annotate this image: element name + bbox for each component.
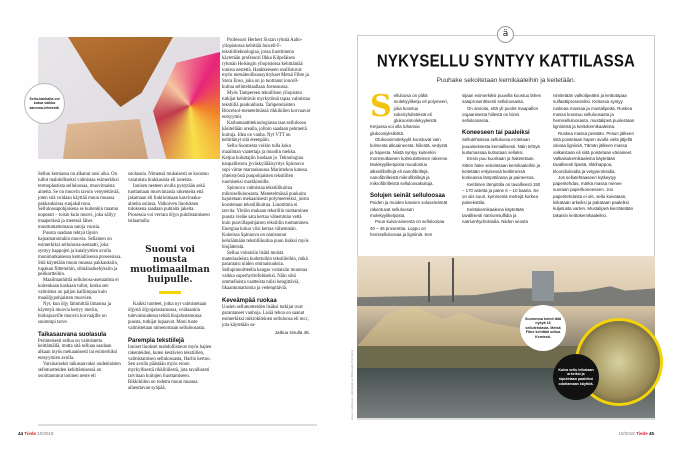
photo-caption: Suomessa toimii tätä nykyä 18 sellutehdasta. Metsä Fibre kehittää sellua Kemissä. <box>525 316 561 339</box>
page-subtitle: Puuhake sekoitetaan kemikaaleihin ja keitetään. <box>436 77 576 84</box>
textile-photo <box>38 37 220 159</box>
paragraph: Sellun kemiassa on alkanut uusi aika. On tullut mahdolliseksi valmistaa esimerkiksi termoplastista selluloosaa, muovimaista ainetta. Se on muovin tavoin venytettävää, joten sitä voidaan käyttää muun muassa pakkauksissa suojakalvona. Selluloosapohjaisena se kuitenkin maatuu nopeasti – toisin kuin muovi, joka säilyy maaperässä ja meressä lähes muuttumattomana satoja vuosia. <box>38 172 120 231</box>
paragraph: Karbamaattiteknologiassa taas selluloosa käsitellään urealla, jolloin saadaan pehmeitä kuituja. Idea on vanha. Nyt VTT on kehittänyt sitä eteenpäin. <box>222 120 307 144</box>
paragraph: Spinnova valmistaa tekstiilikuitua mikroselluloosasta. Menetelmässä puukuitu hajotetaan mekaanisesti polymeereiksi, joista koostetaan tekstiilikuitua. Liuottimia ei tarvita. Yhtiön mukaan tekstiilin tuottaminen puusta vieläe sata kertaa vähemmän vettä kuin puuvillapohjaisen tekstiilin tuottaminen. Energiaa kuluu viisi kertaa vähemmän. Kokeissa Spinnova on onnistunut kehräämään tekstiilikuitua puun lisäksi myös biojätteistä. <box>222 185 310 250</box>
infobox-column-3 <box>553 93 635 255</box>
divider <box>38 424 317 426</box>
paragraph: Sellutehtaissa selluloosa erotetaan puuaineksesta kemiallisesti. Näin tehtyä kuitumassaa kutsutaan selluksi. <box>462 137 540 156</box>
paragraph: Keittimen lämpötila on tavallisesti 150 – 170 astetta ja paine 6 – 10 baaria. Se on siis suuri, kymmeniä metrejä korkea painekattila. <box>462 181 541 206</box>
paragraph: Keittokemikaaleina käytetään tavallisesti natriumsulfidia ja natriumhydroksidia. Niiden seosta <box>462 206 528 225</box>
paragraph: Varsinaiseksi taikasauvaksi uudenlaisten sellutuotteiden kehittämisessä on osoittautunut ioninen neste eli <box>38 362 121 379</box>
section-logo-icon <box>497 26 514 43</box>
paragraph: Perinteisesti sellua on valmistettu keittämällä, mutta sitä selluaa saadaan alkaan myös mekaanisesti tai esimerkiksi entsyymien avulla. <box>38 338 118 362</box>
issue: 10/2018 <box>618 431 635 436</box>
photo-caption: Kuiva sellu leikataan arkeiksi ja niputetaan paaleiksi odottamaan käyttöä. <box>558 367 594 386</box>
article-column-1 <box>38 172 122 380</box>
issue: 10/2018 <box>37 431 54 436</box>
section-heading: Koneeseen tai paaleiksi <box>462 130 530 137</box>
page-number: 44 <box>18 431 24 436</box>
continued-note: Jatkuu sivulla 46. <box>274 329 310 335</box>
infobox-column-2 <box>462 93 542 255</box>
photo-caption-circle <box>24 83 65 124</box>
section-heading: Solujen seinät selluloosaa <box>370 193 446 200</box>
page-footer <box>619 431 655 436</box>
paragraph: Ensin puu kuoritaan ja haketetaan. Sitten hake sekoitetaan kemikaaleihin ja keitetään erityisessä keittimessä korkeassa lämpötilassa ja paineessa. <box>462 156 541 181</box>
paragraph: Nyt, kun öljy lämmittää ilmastoa ja käytetyä muovia kertyy meriin, biohajoaville muovin korvaajille on suurempi tarve. <box>38 301 111 325</box>
paragraph: Professori Herbert Sixtan ryhmä Aalto-yliopistossa kehittää Ioncell-F-tekstiiliteknologiaa, jossa liuottimena käytetään professori Ilkka Kilpeläisen ryhmän Helsingin yliopistossa kehittämää ionista nestettä. Hankkeeseen osallistuvat myös metsäteollisuusyritykset Metsä Fibre ja Stora Enso, joka on jo tuottanut ioncell-kuitua sellutehtaallaan Joensuussa. <box>222 38 309 91</box>
right-page <box>337 0 674 450</box>
article-column-3 <box>222 38 310 336</box>
page-title: NYKYSELLU SYNTYY KATTILASSA <box>376 51 636 72</box>
page-footer <box>18 431 54 436</box>
paragraph: Sellua voitaisiin lisätä muista materiaaleista kudottuihin tekstiileihin, mikä parantaisi niiden ominaisuuksia. Sellupinnoitteella kangas voitaisiin muuntaa vaikka superhydrofobiseksi. Näin siitä ommelluista vaatteista tulisi hengittäviä, likaantumattomia ja vedenpitäviä. <box>222 250 308 292</box>
infobox-column-1 <box>370 93 450 255</box>
logo-glyph: ä <box>502 29 509 40</box>
paragraph: Sellu-Suomesta voikin tulla koko maailman vaatettaja ja muodin mekka. Ketjua kuluttajiin luodaan jo. Teknologiaa kaupallistava jyväskyläläisyritys Spinnova sopi viime marraskuussa Marimekon kanssa yhteistyöstä puupohjaisten tekstiilien tuomiseksi markkinoille. <box>222 144 307 185</box>
paragraph: Uusien sellutuotteiden lisäksi tutkijat ovat parantaneet vanhoja. Lisää tehoa on saanut esimerkiksi mikrokiteinen selluloosa eli mcc, jota käytetään sa- <box>222 304 309 328</box>
magazine-brand: Tiede <box>636 431 648 436</box>
paragraph: Ioniset liuokset mahdollistavat myös hajien rakenteiden, kuten kestävien tekstiilien, valmistamisen selluloosasta, Harlin kertoo. Sen avulla päästään myös eroon myrkyllisestä rikkihiilestä, jota tavallisesti tarvitaan kuitujen liuottamiseen. Rikkihiilen on todettu muun muassa aiheuttavan syöpää. <box>128 344 212 392</box>
magazine-brand: Tiede <box>24 431 36 436</box>
paragraph: sijaan esimerkiksi puuvilla koostuu lähes sataprosenttisesti selluloosasta. <box>462 93 541 105</box>
paragraph: Myös Tampereen teknillisen yliopiston tutkijat kehittävät myrkytöntä tapaa valmistaa tekstiiliä puukuidusta. Tamperelaisten Biocelsol-menetelmässä rikkihiilen korvaavat entsyymit. <box>222 91 310 120</box>
section-heading: Keveämpää ruokaa <box>222 297 277 304</box>
paragraph: suolasula. Nimensä mukaisesti se koostuu varatuista hiukkasista eli ioneista. <box>128 172 209 183</box>
pull-quote: Suomi voi nousta muotimaailman huipulle. <box>130 245 210 286</box>
paragraph: Maailmanhittiä selluloosa-asetaatista ei kuitenkaan koskaan tullut, koska sen valmistus on paljon kalliimpaa kuin maaöljypohjaisten muovien. <box>38 278 119 302</box>
photo-caption-circle-dark <box>553 354 599 400</box>
paragraph: Puiden ja muiden kasvien soluseinämät rakentuvat selluloosan molekyyliketjuista. <box>370 200 448 219</box>
photo-credit: Kuvat: Lehtikuva, valmistajat ja Wikimedia Commons <box>350 349 354 420</box>
paragraph: Kaikki tuotteet, jotka nyt valmistetaan öljystä öljynjalostamossa, voidaankin tulevaisuudessa tehdä biojalostamossa puusta, tutkijat lupaavat. Moni tuote valmistetaan nimenomaan selluloosasta. <box>128 302 207 331</box>
article-column-2 <box>128 172 212 392</box>
paragraph: nimitetään valkolipeäksi ja keittotapaa sulfaattiprosessiksi. Keitossa syntyy ruskeaa massaa ja mustalipeää. Ruskea massa koostuu selluloosasta ja hemiselluloosasta, mustalipeä puolestaan ligniinistä ja keittokemikaaleista. <box>553 93 635 130</box>
pull-quote-bar <box>159 291 181 294</box>
section-heading: Taikasauvana suolasula <box>38 331 107 338</box>
section-heading: Parempia tekstiilejä <box>128 337 185 344</box>
photo-caption-circle <box>520 305 566 351</box>
paragraph: Ruskea massa pestään. Pesun jälkeen siitä poistetaan hapen avulla vielä jäljellä olevaa ligniiniä. Tämän jälkeen massa valkaistaan eli siitä poistetaan väriaineet. Valkaisukemikaaleina käytetään tavallisesti lipeää, rikkihappoa, klooridioksidia ja vetyperoksidia. <box>553 130 634 174</box>
paragraph: Jos sellutehtaaseen kytkeytyy paperitehdas, märkä massa menee suoraan paperikoneeseen. Jos paperitehdasta ei ole, sellu kuivataan, leikataan arkeiksi ja pakataan paaleiksi kuljetusta varten. Mustalipeä kierrätetään takaisin keittokemikaaleiksi. <box>553 174 634 218</box>
paragraph: elluloosa on pitkä molekyyliketju eli polymeeri, joka koostuu sokeriyhdisteistä eli glukoosimolekyyleistä. Ketjussa voi olla tuhansia glukoosiyksiköitä. <box>370 93 449 136</box>
page-number: 45 <box>648 431 654 436</box>
paragraph: Glukoosimolekyylit koostuvat vain kolmesta alkuaineesta: hiilestä, vedystä ja hapesta. Niistä syntyy kuitenkin monimutkainen kolmiulotteinen rakenne. Molekyyliketjuista muodostuu alkeisfibrillejä eli nanofibrillejä, nanofibrilleistä mikrofibrillejä ja mikrofibrilleistä selluloosakuituja. <box>370 137 449 187</box>
photo-caption: Sellu-kankaita voi kutoa vaikka sanoma-lehdestä. <box>29 96 60 110</box>
paragraph: Puusta saadaan tehtyä täysin hajoamatontakin muovia. Sellainen on esimerkiksi selluloosa-asetaatti, joka syntyy happojen ja katalyyttien avulla monimutkaisessa kemiallisessa prosessissa. Sitä käytetään muun muassa pakkauksiin, tupakan filttereihin, silmälasikehyksiin ja pelikortteihin. <box>38 231 122 278</box>
drop-cap: S <box>370 93 392 124</box>
paragraph: Ionisen nesteen avulla pystytään sekä tuottamaan muovimaisia rakenteita että jakamaan eli fraktioimaan kasviraaka-aineita osiinsa. Valkoiven liuotuksen tuloksena saadaan puhtaita jakeita. Prosessia voi verrata öljyn puhdistamiseen tislaamalla. <box>128 183 210 225</box>
paragraph: Puun kuiva-aineesta on selluloosaa 40 – 45 prosenttia. Loppu on hemiselluloosaa ja ligniiniä. Sen <box>370 219 445 237</box>
paragraph: On arvioitu, että yli puolet maapallon orgaanisesta hiilestä on kiinni selluloosassa. <box>462 105 539 124</box>
